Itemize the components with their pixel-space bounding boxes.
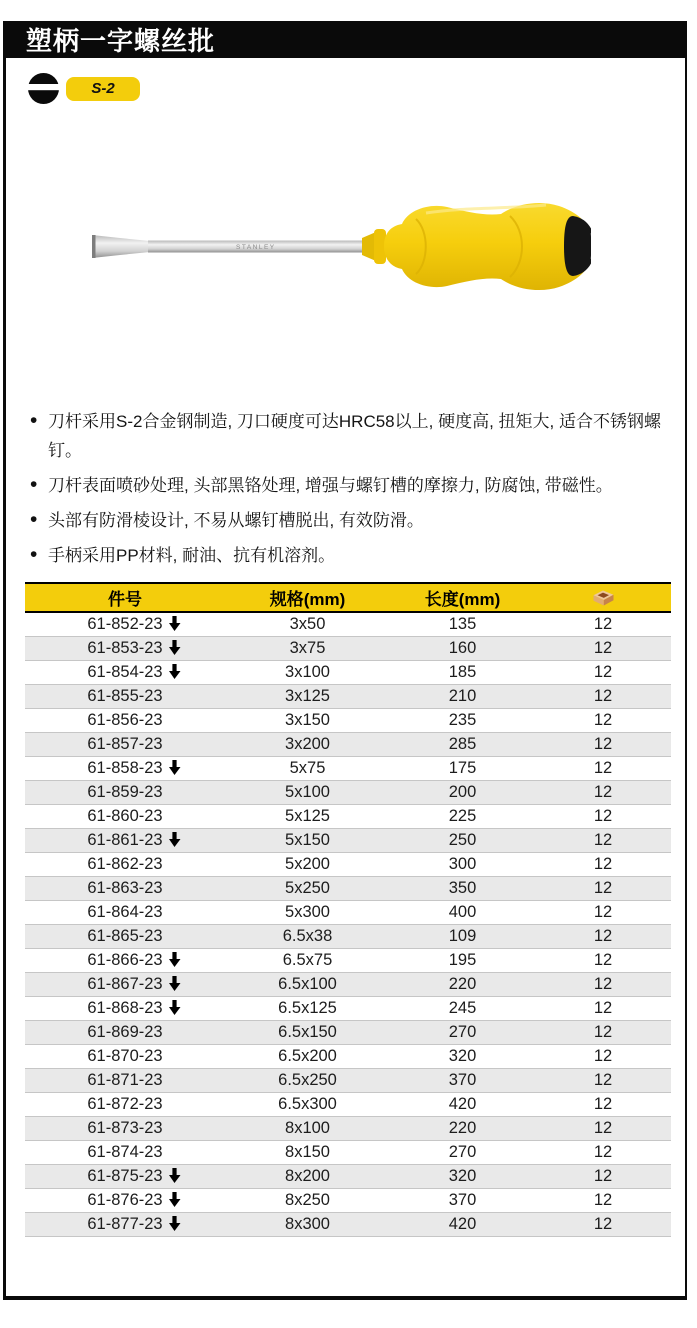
part-cell [25,1068,225,1092]
table-row [25,684,671,708]
table-row [25,876,671,900]
part-number: 61-869-23 [87,1022,163,1041]
feature-item: • 刀杆表面喷砂处理, 头部黑铬处理, 增强与螺钉槽的摩擦力, 防腐蚀, 带磁性。 [30,471,678,500]
qty-cell: 12 [535,1020,671,1044]
length-cell: 220 [390,972,535,996]
part-number: 61-859-23 [87,782,163,801]
spec-cell: 8x150 [225,1140,390,1164]
spec-cell: 6.5x38 [225,924,390,948]
qty-cell: 12 [535,1164,671,1188]
table-row [25,780,671,804]
part-number: 61-854-23 [87,662,163,681]
qty-cell: 12 [535,828,671,852]
table-row [25,804,671,828]
qty-cell: 12 [535,1092,671,1116]
qty-cell: 12 [535,852,671,876]
part-number: 61-852-23 [87,614,163,633]
table-row [25,1068,671,1092]
blade-tip [92,235,150,258]
length-cell: 370 [390,1068,535,1092]
product-image-screwdriver [86,191,591,311]
down-arrow-icon [168,1000,181,1015]
table-row [25,708,671,732]
part-cell [25,1116,225,1140]
part-cell [25,612,225,636]
part-number: 61-855-23 [87,686,163,705]
length-cell: 109 [390,924,535,948]
table-row [25,900,671,924]
length-cell: 370 [390,1188,535,1212]
spec-cell: 6.5x300 [225,1092,390,1116]
part-cell [25,756,225,780]
part-number: 61-858-23 [87,758,163,777]
table-row [25,1116,671,1140]
qty-cell: 12 [535,1044,671,1068]
part-cell [25,1140,225,1164]
length-cell: 300 [390,852,535,876]
length-cell: 245 [390,996,535,1020]
table-row [25,852,671,876]
part-cell [25,972,225,996]
qty-cell: 12 [535,1140,671,1164]
table-row [25,1140,671,1164]
part-number: 61-853-23 [87,638,163,657]
drive-type-row [28,73,140,104]
down-arrow-icon [168,1168,181,1183]
down-arrow-icon [168,1192,181,1207]
part-cell [25,1020,225,1044]
part-cell [25,732,225,756]
down-arrow-icon [168,952,181,967]
part-number: 61-856-23 [87,710,163,729]
qty-cell: 12 [535,708,671,732]
part-number: 61-872-23 [87,1094,163,1113]
length-cell: 225 [390,804,535,828]
shaft-brand-text: STANLEY [236,244,276,251]
qty-cell: 12 [535,660,671,684]
table-row [25,972,671,996]
down-arrow-icon [168,976,181,991]
table-row [25,636,671,660]
spec-cell: 6.5x150 [225,1020,390,1044]
qty-cell: 12 [593,614,613,633]
feature-item: • 手柄采用PP材料, 耐油、抗有机溶剂。 [30,541,678,570]
qty-cell: 12 [535,924,671,948]
qty-cell: 12 [535,1188,671,1212]
spec-cell: 5x300 [225,900,390,924]
qty-cell: 12 [535,948,671,972]
part-cell [25,636,225,660]
slotted-head-icon [28,73,59,104]
down-arrow-icon [168,1216,181,1231]
spec-cell: 3x50 [289,614,326,633]
part-cell [25,708,225,732]
qty-cell: 12 [535,972,671,996]
length-cell: 175 [390,756,535,780]
part-number: 61-866-23 [87,950,163,969]
feature-item: • 头部有防滑棱设计, 不易从螺钉槽脱出, 有效防滑。 [30,506,678,535]
spec-cell: 8x100 [225,1116,390,1140]
spec-cell: 5x100 [225,780,390,804]
table-row [25,732,671,756]
down-arrow-icon [168,664,181,679]
part-cell [25,1212,225,1236]
handle-body [384,203,591,290]
part-cell [25,924,225,948]
part-cell [25,900,225,924]
spec-cell: 6.5x250 [225,1068,390,1092]
part-number: 61-860-23 [87,806,163,825]
part-number: 61-870-23 [87,1046,163,1065]
qty-cell: 12 [535,756,671,780]
handle-end-cap [564,216,591,276]
part-cell [25,1092,225,1116]
s2-steel-badge: S-2 [66,77,140,101]
qty-cell: 12 [535,684,671,708]
table-header-row [25,583,671,612]
col-header-length: 长度(mm) [390,583,535,612]
col-header-spec: 规格(mm) [225,583,390,612]
qty-cell: 12 [535,732,671,756]
table-row [25,612,671,636]
part-cell [25,804,225,828]
spec-cell: 3x200 [225,732,390,756]
length-cell: 235 [390,708,535,732]
spec-cell: 5x150 [225,828,390,852]
spec-cell: 6.5x200 [225,1044,390,1068]
table-row [25,1212,671,1236]
part-number: 61-867-23 [87,974,163,993]
part-cell [25,876,225,900]
length-cell: 420 [390,1092,535,1116]
page-frame [3,21,687,1300]
spec-cell: 5x200 [225,852,390,876]
part-cell [25,1164,225,1188]
length-cell: 210 [390,684,535,708]
table-row [25,996,671,1020]
part-number: 61-877-23 [87,1214,163,1233]
spec-cell: 6.5x75 [225,948,390,972]
part-cell [25,780,225,804]
spec-cell: 8x200 [225,1164,390,1188]
table-row [25,660,671,684]
part-number: 61-873-23 [87,1118,163,1137]
spec-cell: 3x100 [225,660,390,684]
qty-cell: 12 [535,804,671,828]
length-cell: 270 [390,1020,535,1044]
spec-cell: 5x75 [225,756,390,780]
qty-cell: 12 [535,1116,671,1140]
part-number: 61-874-23 [87,1142,163,1161]
table-row [25,1092,671,1116]
feature-list [30,407,678,576]
table-row [25,828,671,852]
spec-cell: 8x300 [225,1212,390,1236]
table-row [25,1164,671,1188]
part-number: 61-861-23 [87,830,163,849]
part-number: 61-857-23 [87,734,163,753]
down-arrow-icon [168,832,181,847]
table-row [25,1020,671,1044]
qty-cell: 12 [535,1212,671,1236]
length-cell: 420 [390,1212,535,1236]
qty-cell: 12 [535,1068,671,1092]
spec-cell: 8x250 [225,1188,390,1212]
spec-cell: 6.5x100 [225,972,390,996]
qty-cell: 12 [535,780,671,804]
down-arrow-icon [168,760,181,775]
qty-cell: 12 [535,636,671,660]
spec-cell: 5x125 [225,804,390,828]
part-number: 61-864-23 [87,902,163,921]
length-cell: 320 [390,1044,535,1068]
length-cell: 400 [390,900,535,924]
part-number: 61-875-23 [87,1166,163,1185]
length-cell: 220 [390,1116,535,1140]
part-cell [25,684,225,708]
length-cell: 285 [390,732,535,756]
length-cell: 350 [390,876,535,900]
qty-cell: 12 [535,876,671,900]
part-number: 61-871-23 [87,1070,163,1089]
length-cell: 160 [390,636,535,660]
carton-box-icon [593,590,614,606]
feature-item: • 刀杆采用S-2合金钢制造, 刀口硬度可达HRC58以上, 硬度高, 扭矩大, 适合不锈钢螺钉。 [30,407,678,465]
spec-cell: 6.5x125 [225,996,390,1020]
length-cell: 195 [390,948,535,972]
length-cell: 250 [390,828,535,852]
qty-cell: 12 [535,900,671,924]
page-title: 塑柄一字螺丝批 [6,21,685,58]
part-cell [25,1188,225,1212]
table-row [25,1044,671,1068]
part-cell [25,828,225,852]
part-number: 61-863-23 [87,878,163,897]
part-cell [25,1044,225,1068]
length-cell: 200 [390,780,535,804]
part-cell [25,996,225,1020]
part-cell [25,660,225,684]
part-number: 61-862-23 [87,854,163,873]
part-number: 61-868-23 [87,998,163,1017]
length-cell: 270 [390,1140,535,1164]
spec-cell: 3x125 [225,684,390,708]
length-cell: 320 [390,1164,535,1188]
col-header-qty [535,583,671,612]
spec-cell: 3x75 [225,636,390,660]
table-row [25,924,671,948]
table-row [25,756,671,780]
qty-cell: 12 [535,996,671,1020]
part-cell [25,948,225,972]
part-number: 61-865-23 [87,926,163,945]
down-arrow-icon [168,640,181,655]
spec-cell: 5x250 [225,876,390,900]
table-row [25,1188,671,1212]
table-row [25,948,671,972]
part-number: 61-876-23 [87,1190,163,1209]
spec-table [25,582,671,1237]
length-cell: 135 [448,614,477,633]
part-cell [25,852,225,876]
length-cell: 185 [390,660,535,684]
spec-cell: 3x150 [225,708,390,732]
down-arrow-icon [168,616,181,631]
col-header-part: 件号 [25,583,225,612]
